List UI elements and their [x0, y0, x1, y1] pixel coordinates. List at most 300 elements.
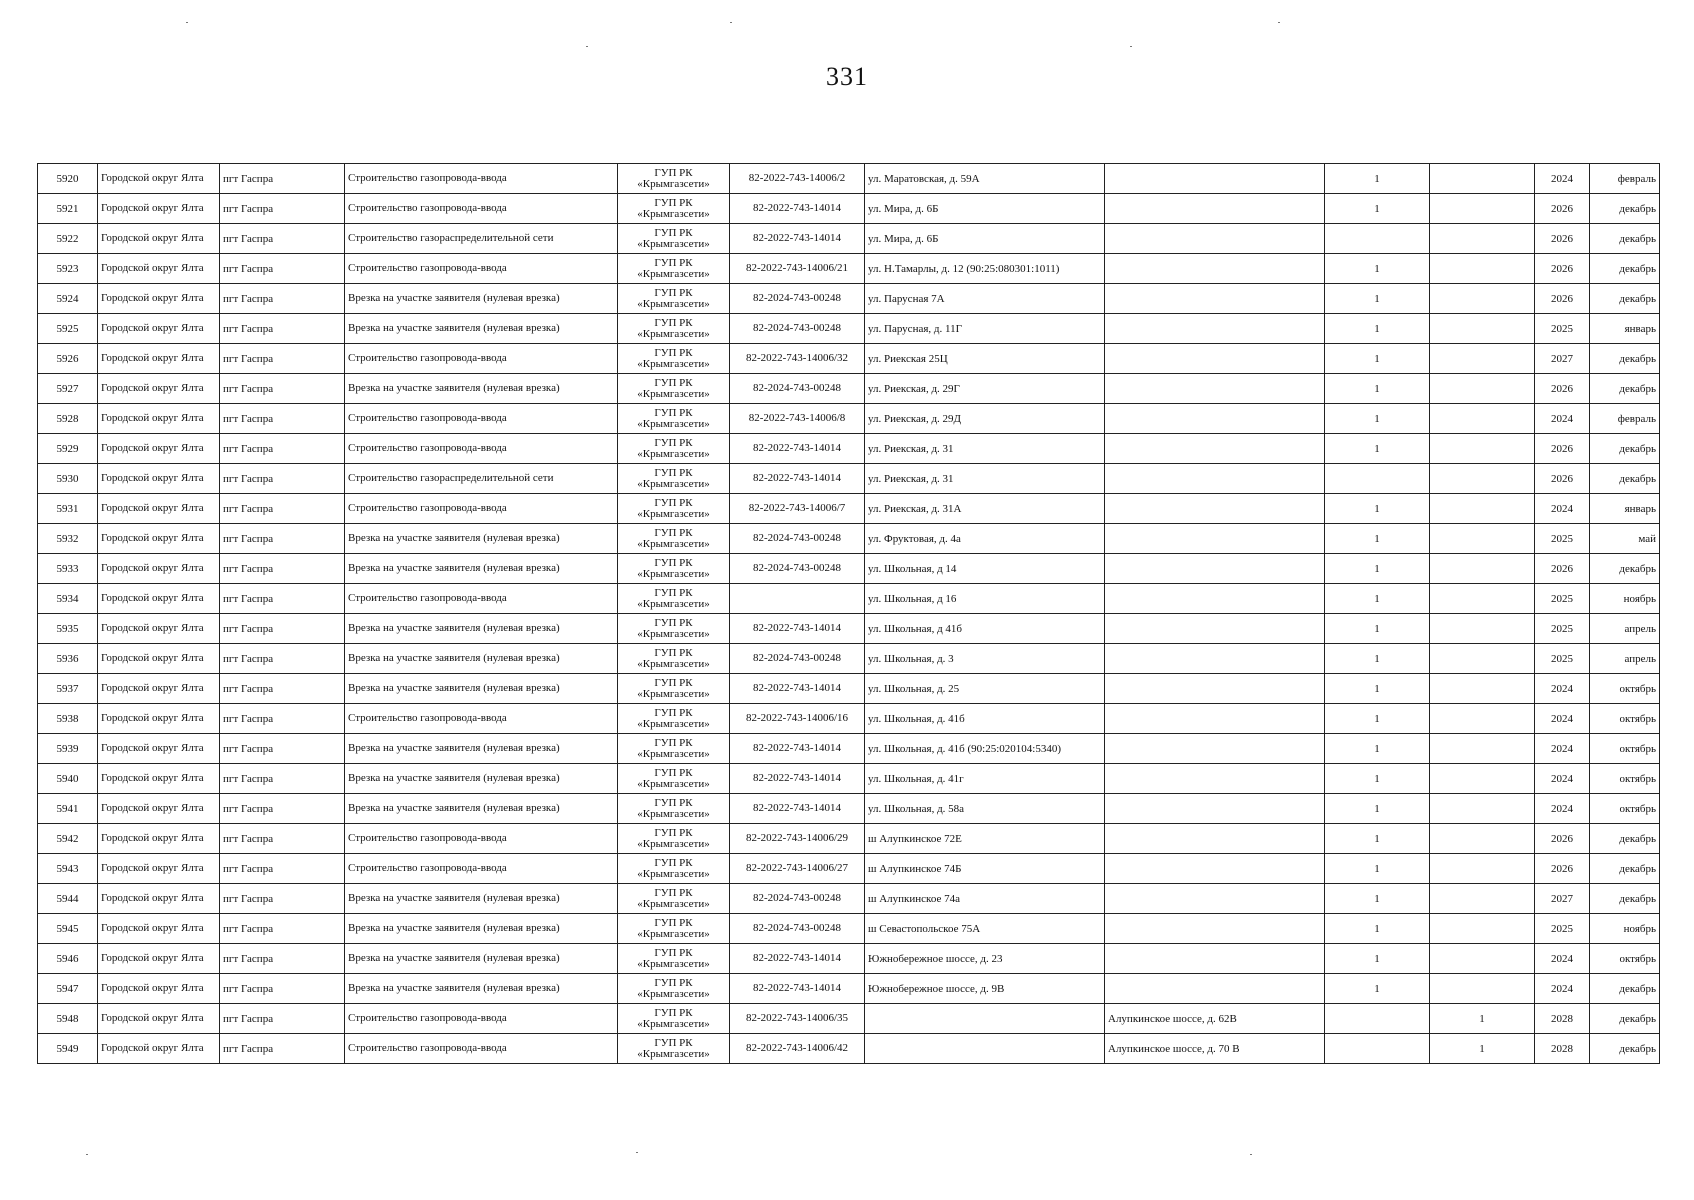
organization-cell: ГУП РК «Крымгазсети» — [618, 254, 730, 284]
address-cell: ул. Школьная, д. 3 — [865, 644, 1105, 674]
district-cell: Городской округ Ялта — [98, 1034, 220, 1064]
table-row — [38, 674, 1660, 704]
address-alt-cell — [1105, 194, 1325, 224]
address-alt-cell — [1105, 374, 1325, 404]
year-cell: 2024 — [1535, 974, 1590, 1004]
scan-mark — [586, 46, 588, 47]
work-type-cell: Врезка на участке заявителя (нулевая врезка) — [345, 284, 618, 314]
quantity-cell: 1 — [1325, 584, 1430, 614]
address-alt-cell — [1105, 704, 1325, 734]
address-cell — [865, 1004, 1105, 1034]
organization-cell: ГУП РК «Крымгазсети» — [618, 1034, 730, 1064]
settlement-cell: пгт Гаспра — [220, 524, 345, 554]
quantity-cell: 1 — [1325, 764, 1430, 794]
quantity-cell: 1 — [1325, 854, 1430, 884]
district-cell: Городской округ Ялта — [98, 734, 220, 764]
year-cell: 2026 — [1535, 254, 1590, 284]
row-number: 5938 — [38, 704, 98, 734]
organization-cell: ГУП РК «Крымгазсети» — [618, 764, 730, 794]
organization-cell: ГУП РК «Крымгазсети» — [618, 734, 730, 764]
address-cell: ул. Мира, д. 6Б — [865, 224, 1105, 254]
organization-cell: ГУП РК «Крымгазсети» — [618, 284, 730, 314]
table-row — [38, 884, 1660, 914]
quantity-cell: 1 — [1325, 824, 1430, 854]
quantity-alt-cell — [1430, 284, 1535, 314]
work-type-cell: Врезка на участке заявителя (нулевая врезка) — [345, 554, 618, 584]
organization-cell: ГУП РК «Крымгазсети» — [618, 314, 730, 344]
month-cell: декабрь — [1590, 554, 1660, 584]
address-cell: ш Алупкинское 74а — [865, 884, 1105, 914]
quantity-cell: 1 — [1325, 974, 1430, 1004]
address-cell: ул. Школьная, д. 41б (90:25:020104:5340) — [865, 734, 1105, 764]
month-cell: декабрь — [1590, 434, 1660, 464]
organization-cell: ГУП РК «Крымгазсети» — [618, 524, 730, 554]
quantity-cell: 1 — [1325, 284, 1430, 314]
organization-cell: ГУП РК «Крымгазсети» — [618, 464, 730, 494]
district-cell: Городской округ Ялта — [98, 194, 220, 224]
table-row — [38, 1034, 1660, 1064]
year-cell: 2025 — [1535, 914, 1590, 944]
table-row — [38, 974, 1660, 1004]
address-alt-cell — [1105, 254, 1325, 284]
project-code-cell: 82-2022-743-14006/42 — [730, 1034, 865, 1064]
organization-cell: ГУП РК «Крымгазсети» — [618, 644, 730, 674]
project-code-cell: 82-2022-743-14006/21 — [730, 254, 865, 284]
quantity-cell: 1 — [1325, 524, 1430, 554]
month-cell: ноябрь — [1590, 584, 1660, 614]
settlement-cell: пгт Гаспра — [220, 674, 345, 704]
quantity-alt-cell — [1430, 164, 1535, 194]
row-number: 5929 — [38, 434, 98, 464]
page-number: 331 — [826, 62, 868, 91]
year-cell: 2026 — [1535, 554, 1590, 584]
quantity-alt-cell — [1430, 254, 1535, 284]
table-row — [38, 344, 1660, 374]
work-type-cell: Врезка на участке заявителя (нулевая врезка) — [345, 644, 618, 674]
row-number: 5923 — [38, 254, 98, 284]
address-alt-cell — [1105, 764, 1325, 794]
month-cell: декабрь — [1590, 194, 1660, 224]
organization-cell: ГУП РК «Крымгазсети» — [618, 344, 730, 374]
quantity-cell: 1 — [1325, 884, 1430, 914]
table-row — [38, 914, 1660, 944]
year-cell: 2025 — [1535, 644, 1590, 674]
row-number: 5934 — [38, 584, 98, 614]
quantity-cell: 1 — [1325, 254, 1430, 284]
district-cell: Городской округ Ялта — [98, 584, 220, 614]
address-alt-cell: Алупкинское шоссе, д. 70 В — [1105, 1034, 1325, 1064]
district-cell: Городской округ Ялта — [98, 794, 220, 824]
table-row — [38, 764, 1660, 794]
table-row — [38, 224, 1660, 254]
organization-cell: ГУП РК «Крымгазсети» — [618, 794, 730, 824]
settlement-cell: пгт Гаспра — [220, 1004, 345, 1034]
table-row — [38, 164, 1660, 194]
district-cell: Городской округ Ялта — [98, 254, 220, 284]
quantity-alt-cell — [1430, 584, 1535, 614]
row-number: 5946 — [38, 944, 98, 974]
row-number: 5928 — [38, 404, 98, 434]
month-cell: октябрь — [1590, 704, 1660, 734]
quantity-cell: 1 — [1325, 914, 1430, 944]
address-alt-cell — [1105, 584, 1325, 614]
address-cell: ул. Мира, д. 6Б — [865, 194, 1105, 224]
year-cell: 2028 — [1535, 1034, 1590, 1064]
project-code-cell: 82-2022-743-14006/7 — [730, 494, 865, 524]
quantity-alt-cell — [1430, 554, 1535, 584]
organization-cell: ГУП РК «Крымгазсети» — [618, 854, 730, 884]
quantity-cell: 1 — [1325, 404, 1430, 434]
row-number: 5920 — [38, 164, 98, 194]
district-cell: Городской округ Ялта — [98, 494, 220, 524]
table-row — [38, 524, 1660, 554]
quantity-alt-cell — [1430, 194, 1535, 224]
project-code-cell: 82-2022-743-14014 — [730, 194, 865, 224]
work-type-cell: Строительство газопровода-ввода — [345, 164, 618, 194]
quantity-alt-cell — [1430, 794, 1535, 824]
year-cell: 2026 — [1535, 854, 1590, 884]
district-cell: Городской округ Ялта — [98, 1004, 220, 1034]
address-cell: ул. Риекская, д. 29Д — [865, 404, 1105, 434]
organization-cell: ГУП РК «Крымгазсети» — [618, 1004, 730, 1034]
scan-mark — [636, 1152, 638, 1153]
organization-cell: ГУП РК «Крымгазсети» — [618, 164, 730, 194]
address-cell: ул. Фруктовая, д. 4а — [865, 524, 1105, 554]
quantity-alt-cell: 1 — [1430, 1004, 1535, 1034]
month-cell: октябрь — [1590, 734, 1660, 764]
row-number: 5949 — [38, 1034, 98, 1064]
row-number: 5933 — [38, 554, 98, 584]
row-number: 5939 — [38, 734, 98, 764]
district-cell: Городской округ Ялта — [98, 764, 220, 794]
organization-cell: ГУП РК «Крымгазсети» — [618, 944, 730, 974]
row-number: 5941 — [38, 794, 98, 824]
scan-mark — [730, 22, 732, 23]
settlement-cell: пгт Гаспра — [220, 884, 345, 914]
district-cell: Городской округ Ялта — [98, 404, 220, 434]
settlement-cell: пгт Гаспра — [220, 644, 345, 674]
address-alt-cell — [1105, 674, 1325, 704]
settlement-cell: пгт Гаспра — [220, 734, 345, 764]
work-type-cell: Строительство газопровода-ввода — [345, 194, 618, 224]
project-code-cell: 82-2022-743-14006/2 — [730, 164, 865, 194]
row-number: 5922 — [38, 224, 98, 254]
address-cell: ул. Риекская, д. 31 — [865, 464, 1105, 494]
table-row — [38, 944, 1660, 974]
settlement-cell: пгт Гаспра — [220, 614, 345, 644]
work-type-cell: Строительство газопровода-ввода — [345, 704, 618, 734]
address-alt-cell — [1105, 734, 1325, 764]
row-number: 5925 — [38, 314, 98, 344]
address-cell: ул. Школьная, д. 58а — [865, 794, 1105, 824]
address-alt-cell — [1105, 794, 1325, 824]
quantity-cell: 1 — [1325, 794, 1430, 824]
quantity-alt-cell — [1430, 374, 1535, 404]
project-code-cell: 82-2024-743-00248 — [730, 374, 865, 404]
address-cell: ул. Школьная, д. 25 — [865, 674, 1105, 704]
district-cell: Городской округ Ялта — [98, 224, 220, 254]
row-number: 5948 — [38, 1004, 98, 1034]
work-type-cell: Строительство газопровода-ввода — [345, 584, 618, 614]
settlement-cell: пгт Гаспра — [220, 254, 345, 284]
month-cell: декабрь — [1590, 1034, 1660, 1064]
address-cell: Южнобережное шоссе, д. 9В — [865, 974, 1105, 1004]
project-code-cell: 82-2022-743-14006/27 — [730, 854, 865, 884]
district-cell: Городской округ Ялта — [98, 974, 220, 1004]
month-cell: октябрь — [1590, 794, 1660, 824]
work-type-cell: Врезка на участке заявителя (нулевая врезка) — [345, 314, 618, 344]
quantity-cell: 1 — [1325, 734, 1430, 764]
year-cell: 2026 — [1535, 284, 1590, 314]
month-cell: декабрь — [1590, 374, 1660, 404]
address-cell: ул. Риекская, д. 29Г — [865, 374, 1105, 404]
settlement-cell: пгт Гаспра — [220, 224, 345, 254]
month-cell: январь — [1590, 314, 1660, 344]
table-row — [38, 194, 1660, 224]
address-alt-cell: Алупкинское шоссе, д. 62В — [1105, 1004, 1325, 1034]
project-code-cell: 82-2022-743-14006/29 — [730, 824, 865, 854]
month-cell: декабрь — [1590, 854, 1660, 884]
district-cell: Городской округ Ялта — [98, 704, 220, 734]
quantity-cell — [1325, 224, 1430, 254]
work-type-cell: Врезка на участке заявителя (нулевая врезка) — [345, 674, 618, 704]
table-row — [38, 614, 1660, 644]
row-number: 5937 — [38, 674, 98, 704]
quantity-cell — [1325, 1034, 1430, 1064]
year-cell: 2024 — [1535, 674, 1590, 704]
project-code-cell: 82-2022-743-14014 — [730, 944, 865, 974]
district-cell: Городской округ Ялта — [98, 464, 220, 494]
quantity-cell: 1 — [1325, 554, 1430, 584]
quantity-alt-cell — [1430, 434, 1535, 464]
district-cell: Городской округ Ялта — [98, 854, 220, 884]
quantity-cell: 1 — [1325, 344, 1430, 374]
row-number: 5921 — [38, 194, 98, 224]
settlement-cell: пгт Гаспра — [220, 854, 345, 884]
district-cell: Городской округ Ялта — [98, 914, 220, 944]
year-cell: 2024 — [1535, 764, 1590, 794]
year-cell: 2026 — [1535, 194, 1590, 224]
month-cell: декабрь — [1590, 464, 1660, 494]
quantity-alt-cell — [1430, 464, 1535, 494]
organization-cell: ГУП РК «Крымгазсети» — [618, 224, 730, 254]
table-row — [38, 1004, 1660, 1034]
month-cell: декабрь — [1590, 254, 1660, 284]
settlement-cell: пгт Гаспра — [220, 344, 345, 374]
project-code-cell: 82-2022-743-14014 — [730, 464, 865, 494]
settlement-cell: пгт Гаспра — [220, 974, 345, 1004]
address-cell: ул. Парусная, д. 11Г — [865, 314, 1105, 344]
settlement-cell: пгт Гаспра — [220, 704, 345, 734]
project-code-cell: 82-2022-743-14014 — [730, 794, 865, 824]
table-row — [38, 794, 1660, 824]
row-number: 5940 — [38, 764, 98, 794]
project-code-cell: 82-2024-743-00248 — [730, 554, 865, 584]
settlement-cell: пгт Гаспра — [220, 584, 345, 614]
work-type-cell: Строительство газопровода-ввода — [345, 1004, 618, 1034]
quantity-alt-cell — [1430, 614, 1535, 644]
year-cell: 2027 — [1535, 884, 1590, 914]
year-cell: 2026 — [1535, 224, 1590, 254]
address-cell: ул. Школьная, д. 41г — [865, 764, 1105, 794]
year-cell: 2025 — [1535, 614, 1590, 644]
organization-cell: ГУП РК «Крымгазсети» — [618, 914, 730, 944]
table-row — [38, 704, 1660, 734]
project-code-cell: 82-2022-743-14014 — [730, 434, 865, 464]
project-code-cell: 82-2022-743-14006/35 — [730, 1004, 865, 1034]
year-cell: 2028 — [1535, 1004, 1590, 1034]
quantity-cell: 1 — [1325, 314, 1430, 344]
address-cell: ш Алупкинское 72Е — [865, 824, 1105, 854]
row-number: 5936 — [38, 644, 98, 674]
organization-cell: ГУП РК «Крымгазсети» — [618, 404, 730, 434]
project-code-cell: 82-2024-743-00248 — [730, 884, 865, 914]
project-code-cell: 82-2022-743-14014 — [730, 224, 865, 254]
quantity-alt-cell — [1430, 974, 1535, 1004]
settlement-cell: пгт Гаспра — [220, 434, 345, 464]
table-row — [38, 284, 1660, 314]
work-type-cell: Строительство газопровода-ввода — [345, 254, 618, 284]
year-cell: 2024 — [1535, 944, 1590, 974]
organization-cell: ГУП РК «Крымгазсети» — [618, 884, 730, 914]
project-code-cell: 82-2024-743-00248 — [730, 914, 865, 944]
month-cell: декабрь — [1590, 344, 1660, 374]
year-cell: 2024 — [1535, 164, 1590, 194]
district-cell: Городской округ Ялта — [98, 674, 220, 704]
project-code-cell: 82-2022-743-14006/32 — [730, 344, 865, 374]
quantity-cell: 1 — [1325, 944, 1430, 974]
address-alt-cell — [1105, 164, 1325, 194]
organization-cell: ГУП РК «Крымгазсети» — [618, 824, 730, 854]
district-cell: Городской округ Ялта — [98, 554, 220, 584]
address-alt-cell — [1105, 224, 1325, 254]
district-cell: Городской округ Ялта — [98, 824, 220, 854]
district-cell: Городской округ Ялта — [98, 644, 220, 674]
year-cell: 2024 — [1535, 404, 1590, 434]
address-alt-cell — [1105, 554, 1325, 584]
work-type-cell: Врезка на участке заявителя (нулевая врезка) — [345, 614, 618, 644]
month-cell: октябрь — [1590, 674, 1660, 704]
project-code-cell: 82-2022-743-14014 — [730, 674, 865, 704]
project-code-cell: 82-2024-743-00248 — [730, 524, 865, 554]
month-cell: февраль — [1590, 404, 1660, 434]
project-code-cell — [730, 584, 865, 614]
month-cell: апрель — [1590, 614, 1660, 644]
settlement-cell: пгт Гаспра — [220, 374, 345, 404]
settlement-cell: пгт Гаспра — [220, 314, 345, 344]
scan-mark — [186, 22, 188, 23]
month-cell: октябрь — [1590, 944, 1660, 974]
quantity-cell: 1 — [1325, 674, 1430, 704]
row-number: 5942 — [38, 824, 98, 854]
address-alt-cell — [1105, 494, 1325, 524]
settlement-cell: пгт Гаспра — [220, 794, 345, 824]
district-cell: Городской округ Ялта — [98, 314, 220, 344]
work-type-cell: Врезка на участке заявителя (нулевая врезка) — [345, 884, 618, 914]
scan-mark — [86, 1154, 88, 1155]
organization-cell: ГУП РК «Крымгазсети» — [618, 434, 730, 464]
quantity-alt-cell — [1430, 884, 1535, 914]
work-type-cell: Врезка на участке заявителя (нулевая врезка) — [345, 374, 618, 404]
work-type-cell: Строительство газопровода-ввода — [345, 494, 618, 524]
quantity-cell: 1 — [1325, 194, 1430, 224]
work-type-cell: Строительство газораспределительной сети — [345, 464, 618, 494]
quantity-alt-cell — [1430, 854, 1535, 884]
district-cell: Городской округ Ялта — [98, 884, 220, 914]
quantity-alt-cell — [1430, 764, 1535, 794]
work-type-cell: Врезка на участке заявителя (нулевая врезка) — [345, 914, 618, 944]
quantity-cell — [1325, 1004, 1430, 1034]
work-type-cell: Строительство газопровода-ввода — [345, 434, 618, 464]
year-cell: 2027 — [1535, 344, 1590, 374]
address-cell: ул. Н.Тамарлы, д. 12 (90:25:080301:1011) — [865, 254, 1105, 284]
work-type-cell: Врезка на участке заявителя (нулевая врезка) — [345, 974, 618, 1004]
work-type-cell: Строительство газопровода-ввода — [345, 1034, 618, 1064]
table-row — [38, 464, 1660, 494]
quantity-alt-cell — [1430, 914, 1535, 944]
project-code-cell: 82-2022-743-14006/8 — [730, 404, 865, 434]
address-cell: ул. Риекская, д. 31А — [865, 494, 1105, 524]
table-row — [38, 434, 1660, 464]
address-alt-cell — [1105, 404, 1325, 434]
scan-mark — [1278, 22, 1280, 23]
address-cell: ул. Парусная 7А — [865, 284, 1105, 314]
table-row — [38, 374, 1660, 404]
year-cell: 2026 — [1535, 824, 1590, 854]
organization-cell: ГУП РК «Крымгазсети» — [618, 194, 730, 224]
project-code-cell: 82-2024-743-00248 — [730, 314, 865, 344]
year-cell: 2025 — [1535, 584, 1590, 614]
quantity-cell: 1 — [1325, 164, 1430, 194]
settlement-cell: пгт Гаспра — [220, 764, 345, 794]
row-number: 5943 — [38, 854, 98, 884]
address-alt-cell — [1105, 944, 1325, 974]
address-alt-cell — [1105, 284, 1325, 314]
address-cell — [865, 1034, 1105, 1064]
table-row — [38, 644, 1660, 674]
district-cell: Городской округ Ялта — [98, 344, 220, 374]
district-cell: Городской округ Ялта — [98, 374, 220, 404]
district-cell: Городской округ Ялта — [98, 434, 220, 464]
address-alt-cell — [1105, 644, 1325, 674]
address-cell: ш Севастопольское 75А — [865, 914, 1105, 944]
registry-table-body — [38, 164, 1660, 1064]
project-code-cell: 82-2024-743-00248 — [730, 644, 865, 674]
address-cell: ул. Школьная, д 14 — [865, 554, 1105, 584]
work-type-cell: Строительство газопровода-ввода — [345, 404, 618, 434]
quantity-cell: 1 — [1325, 614, 1430, 644]
work-type-cell: Строительство газопровода-ввода — [345, 854, 618, 884]
quantity-cell: 1 — [1325, 434, 1430, 464]
quantity-alt-cell — [1430, 344, 1535, 374]
settlement-cell: пгт Гаспра — [220, 944, 345, 974]
year-cell: 2024 — [1535, 734, 1590, 764]
month-cell: декабрь — [1590, 1004, 1660, 1034]
year-cell: 2024 — [1535, 494, 1590, 524]
settlement-cell: пгт Гаспра — [220, 914, 345, 944]
month-cell: январь — [1590, 494, 1660, 524]
work-type-cell: Врезка на участке заявителя (нулевая врезка) — [345, 524, 618, 554]
settlement-cell: пгт Гаспра — [220, 1034, 345, 1064]
organization-cell: ГУП РК «Крымгазсети» — [618, 374, 730, 404]
settlement-cell: пгт Гаспра — [220, 164, 345, 194]
registry-table — [37, 163, 1660, 1064]
quantity-cell: 1 — [1325, 644, 1430, 674]
table-row — [38, 494, 1660, 524]
project-code-cell: 82-2022-743-14006/16 — [730, 704, 865, 734]
organization-cell: ГУП РК «Крымгазсети» — [618, 554, 730, 584]
month-cell: декабрь — [1590, 284, 1660, 314]
